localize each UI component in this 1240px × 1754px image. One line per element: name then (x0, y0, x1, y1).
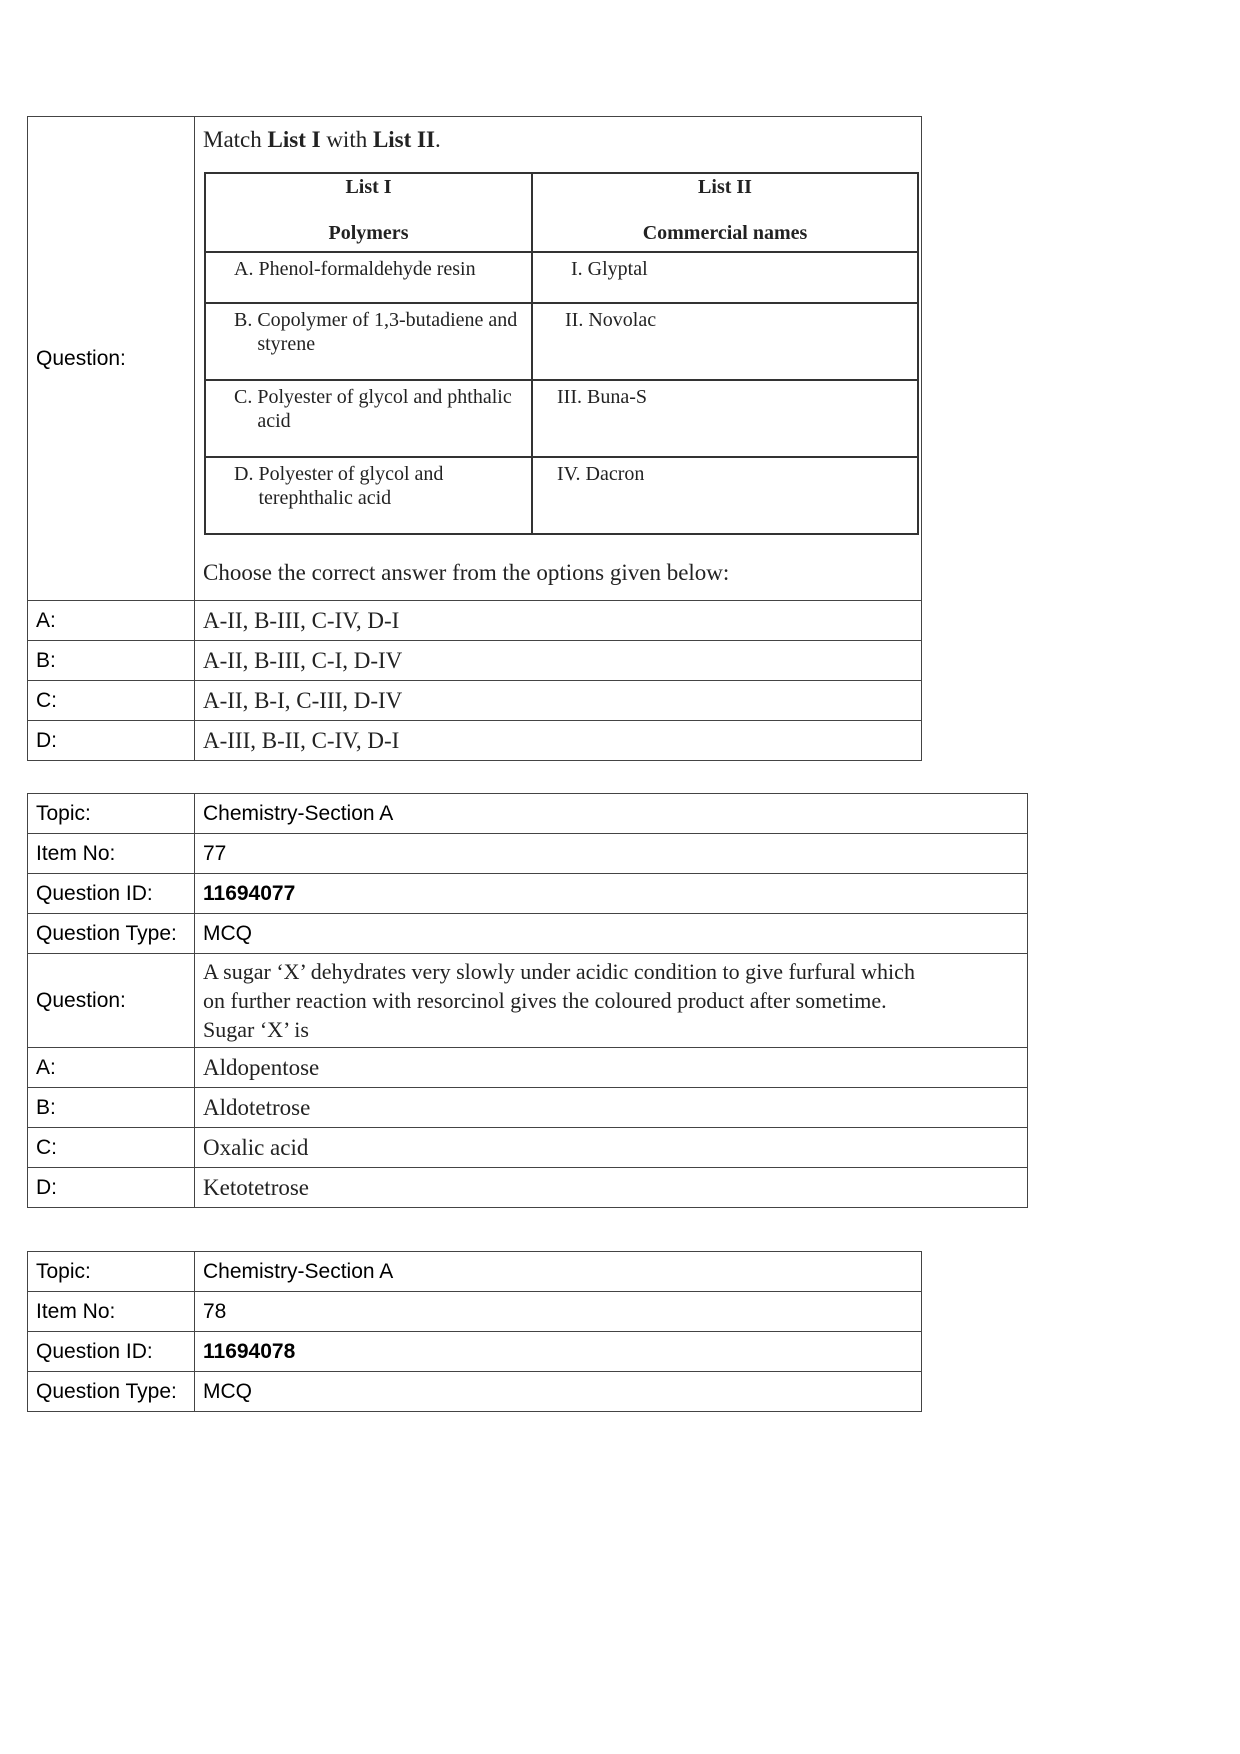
list1-item: B. Copolymer of 1,3-butadiene and styrene (205, 303, 532, 380)
option-text: A-II, B-I, C-III, D-IV (195, 681, 922, 721)
question-type-row (28, 1372, 922, 1412)
question-content (195, 117, 922, 601)
choose-instruction: Choose the correct answer from the options given below: (203, 560, 730, 585)
option-row (28, 681, 922, 721)
option-label: D: (28, 1168, 195, 1208)
match-table (204, 172, 919, 535)
question-label: Question: (28, 954, 195, 1048)
list2-item: III. Buna-S (532, 380, 918, 457)
option-label: C: (28, 681, 195, 721)
option-row (28, 1088, 1028, 1128)
option-label: A: (28, 1048, 195, 1088)
item-label: Item No: (28, 834, 195, 874)
question-type-value: MCQ (195, 914, 1028, 954)
list2-item: I. Glyptal (532, 252, 918, 303)
item-row (28, 834, 1028, 874)
option-row (28, 641, 922, 681)
question-id-row (28, 1332, 922, 1372)
topic-row (28, 1252, 922, 1292)
option-row (28, 601, 922, 641)
match-row (205, 380, 918, 457)
question-type-label: Question Type: (28, 1372, 195, 1412)
option-label: D: (28, 721, 195, 761)
option-row (28, 1168, 1028, 1208)
topic-label: Topic: (28, 794, 195, 834)
list2-item: IV. Dacron (532, 457, 918, 534)
question-row (28, 954, 1028, 1048)
question-label: Question: (28, 117, 195, 601)
item-row (28, 1292, 922, 1332)
item-value: 78 (195, 1292, 922, 1332)
option-text: Ketotetrose (195, 1168, 1028, 1208)
option-row (28, 1128, 1028, 1168)
question-type-label: Question Type: (28, 914, 195, 954)
option-text: Aldopentose (195, 1048, 1028, 1088)
topic-label: Topic: (28, 1252, 195, 1292)
list1-item: D. Polyester of glycol and terephthalic acid (205, 457, 532, 534)
option-text: A-II, B-III, C-I, D-IV (195, 641, 922, 681)
question-block-3 (27, 1251, 922, 1412)
list1-header: List I Polymers (205, 173, 532, 252)
option-row (28, 1048, 1028, 1088)
item-label: Item No: (28, 1292, 195, 1332)
question-block-1 (27, 116, 922, 761)
question-id-label: Question ID: (28, 1332, 195, 1372)
question-content (195, 954, 1028, 1048)
option-text: A-III, B-II, C-IV, D-I (195, 721, 922, 761)
question-id-row (28, 874, 1028, 914)
item-value: 77 (195, 834, 1028, 874)
option-label: B: (28, 1088, 195, 1128)
topic-row (28, 794, 1028, 834)
list1-item: A. Phenol-formaldehyde resin (205, 252, 532, 303)
question-id-label: Question ID: (28, 874, 195, 914)
match-row (205, 303, 918, 380)
match-header-row (205, 173, 918, 252)
option-text: Oxalic acid (195, 1128, 1028, 1168)
option-text: A-II, B-III, C-IV, D-I (195, 601, 922, 641)
option-text: Aldotetrose (195, 1088, 1028, 1128)
list2-item: II. Novolac (532, 303, 918, 380)
question-id-value: 11694078 (195, 1332, 922, 1372)
question-stem: Match List I with List II. (203, 127, 441, 152)
list1-item: C. Polyester of glycol and phthalic acid (205, 380, 532, 457)
question-type-value: MCQ (195, 1372, 922, 1412)
option-label: A: (28, 601, 195, 641)
question-row (28, 117, 922, 601)
option-row (28, 721, 922, 761)
question-block-2 (27, 793, 1028, 1208)
topic-value: Chemistry-Section A (195, 794, 1028, 834)
question-type-row (28, 914, 1028, 954)
question-text: A sugar ‘X’ dehydrates very slowly under acidic condition to give furfural which on further reaction with resorcinol gives the coloured product after sometime. Sugar ‘X’ is (203, 959, 915, 1042)
match-row (205, 252, 918, 303)
topic-value: Chemistry-Section A (195, 1252, 922, 1292)
match-row (205, 457, 918, 534)
list2-header: List II Commercial names (532, 173, 918, 252)
option-label: C: (28, 1128, 195, 1168)
question-id-value: 11694077 (195, 874, 1028, 914)
option-label: B: (28, 641, 195, 681)
